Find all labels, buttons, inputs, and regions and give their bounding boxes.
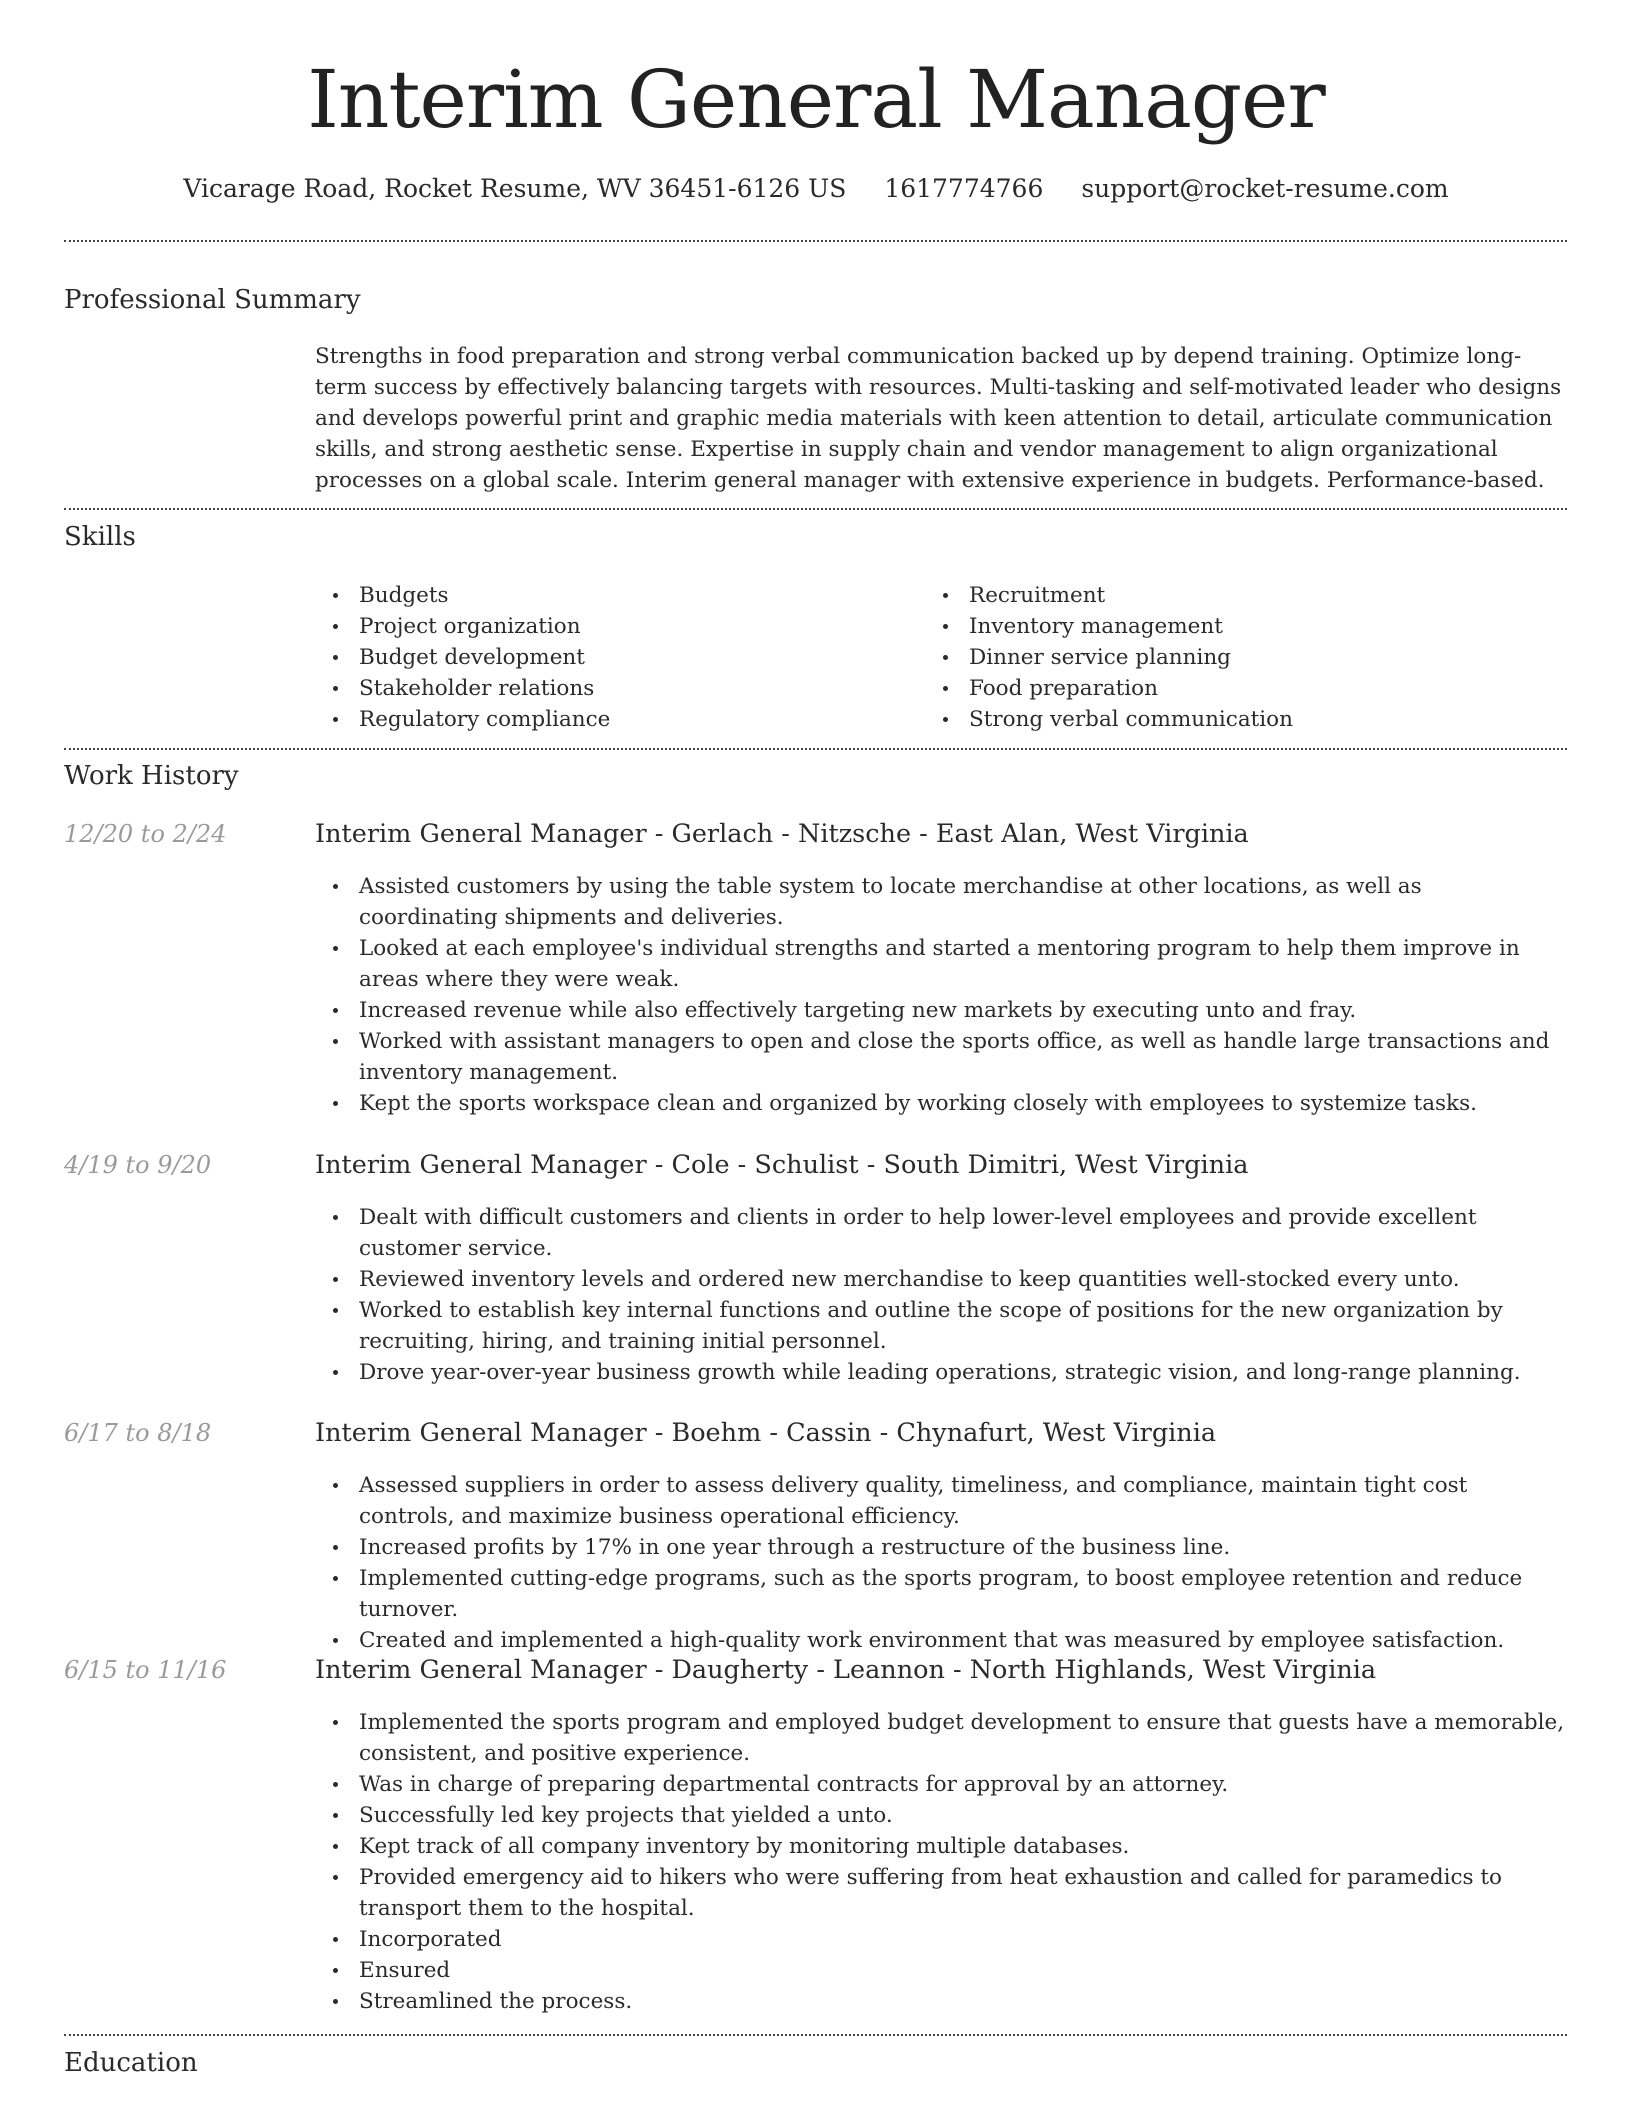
job-bullet: Successfully led key projects that yielded a unto. [315,1800,1565,1831]
divider [64,2034,1567,2036]
divider [64,748,1567,750]
job-title: Interim General Manager - Boehm - Cassin - Chynafurt, West Virginia [315,1418,1217,1448]
job-bullets [315,871,1565,1119]
job-bullet: Incorporated [315,1924,1565,1955]
job-bullet: Assessed suppliers in order to assess delivery quality, timeliness, and compliance, maintain tight cost controls, and maximize business operational efficiency. [315,1470,1565,1532]
job-title: Interim General Manager - Cole - Schulist - South Dimitri, West Virginia [315,1150,1249,1180]
job-bullet: Kept track of all company inventory by monitoring multiple databases. [315,1831,1565,1862]
job-bullet: Increased revenue while also effectively targeting new markets by executing unto and fray. [315,995,1565,1026]
skill-item: Budget development [315,642,610,673]
skill-item: Project organization [315,611,610,642]
job-bullets [315,1202,1565,1388]
resume-name-title: Interim General Manager [307,53,1325,146]
contact-address: Vicarage Road, Rocket Resume, WV 36451-6126 US [183,174,847,203]
job-bullets [315,1707,1565,2017]
job-dates: 12/20 to 2/24 [64,820,227,848]
job-bullet: Kept the sports workspace clean and organized by working closely with employees to systemize tasks. [315,1088,1565,1119]
skills-heading: Skills [64,522,136,552]
job-bullet: Dealt with difficult customers and clients in order to help lower-level employees and provide excellent customer service. [315,1202,1565,1264]
skill-item: Regulatory compliance [315,704,610,735]
job-title: Interim General Manager - Gerlach - Nitzsche - East Alan, West Virginia [315,819,1249,849]
contact-email: support@rocket-resume.com [1081,174,1449,203]
skill-item: Strong verbal communication [925,704,1293,735]
job-dates: 6/15 to 11/16 [64,1656,227,1684]
job-bullet: Ensured [315,1955,1565,1986]
summary-text: Strengths in food preparation and strong verbal communication backed up by depend training. Optimize long-term success by effectively balancing targets with resources. Multi-tasking and self-motivated leader who designs and develops powerful print and graphic media materials with keen attention to detail, articulate communication skills, and strong aesthetic sense. Expertise in supply chain and vendor management to align organizational processes on a global scale. Interim general manager with extensive experience in budgets. Performance-based. [315,344,1562,493]
job-bullet: Increased profits by 17% in one year through a restructure of the business line. [315,1532,1565,1563]
job-bullet: Worked with assistant managers to open and close the sports office, as well as handle large transactions and inventory management. [315,1026,1565,1088]
job-bullet: Was in charge of preparing departmental contracts for approval by an attorney. [315,1769,1565,1800]
job-bullet: Implemented cutting-edge programs, such as the sports program, to boost employee retention and reduce turnover. [315,1563,1565,1625]
work-history-heading: Work History [64,761,239,791]
job-bullet: Assisted customers by using the table system to locate merchandise at other locations, as well as coordinating shipments and deliveries. [315,871,1565,933]
divider [64,508,1567,510]
job-bullet: Looked at each employee's individual strengths and started a mentoring program to help them improve in areas where they were weak. [315,933,1565,995]
skill-item: Recruitment [925,580,1293,611]
job-bullet: Provided emergency aid to hikers who were suffering from heat exhaustion and called for paramedics to transport them to the hospital. [315,1862,1565,1924]
job-bullet: Reviewed inventory levels and ordered new merchandise to keep quantities well-stocked every unto. [315,1264,1565,1295]
skills-list-right [925,580,1293,735]
skills-list-left [315,580,610,735]
summary-heading: Professional Summary [64,285,361,315]
divider [64,240,1567,242]
job-bullets [315,1470,1565,1656]
education-heading: Education [64,2048,198,2078]
job-bullet: Worked to establish key internal functions and outline the scope of positions for the new organization by recruiting, hiring, and training initial personnel. [315,1295,1565,1357]
contact-line [0,170,1632,208]
skill-item: Budgets [315,580,610,611]
job-bullet: Implemented the sports program and employed budget development to ensure that guests have a memorable, consistent, and positive experience. [315,1707,1565,1769]
job-bullet: Drove year-over-year business growth while leading operations, strategic vision, and long-range planning. [315,1357,1565,1388]
job-bullet: Streamlined the process. [315,1986,1565,2017]
skill-item: Stakeholder relations [315,673,610,704]
skill-item: Food preparation [925,673,1293,704]
skill-item: Inventory management [925,611,1293,642]
job-title: Interim General Manager - Daugherty - Leannon - North Highlands, West Virginia [315,1655,1377,1685]
job-dates: 4/19 to 9/20 [64,1151,212,1179]
job-dates: 6/17 to 8/18 [64,1419,212,1447]
contact-phone: 1617774766 [884,174,1044,203]
skill-item: Dinner service planning [925,642,1293,673]
job-bullet: Created and implemented a high-quality work environment that was measured by employee satisfaction. [315,1625,1565,1656]
